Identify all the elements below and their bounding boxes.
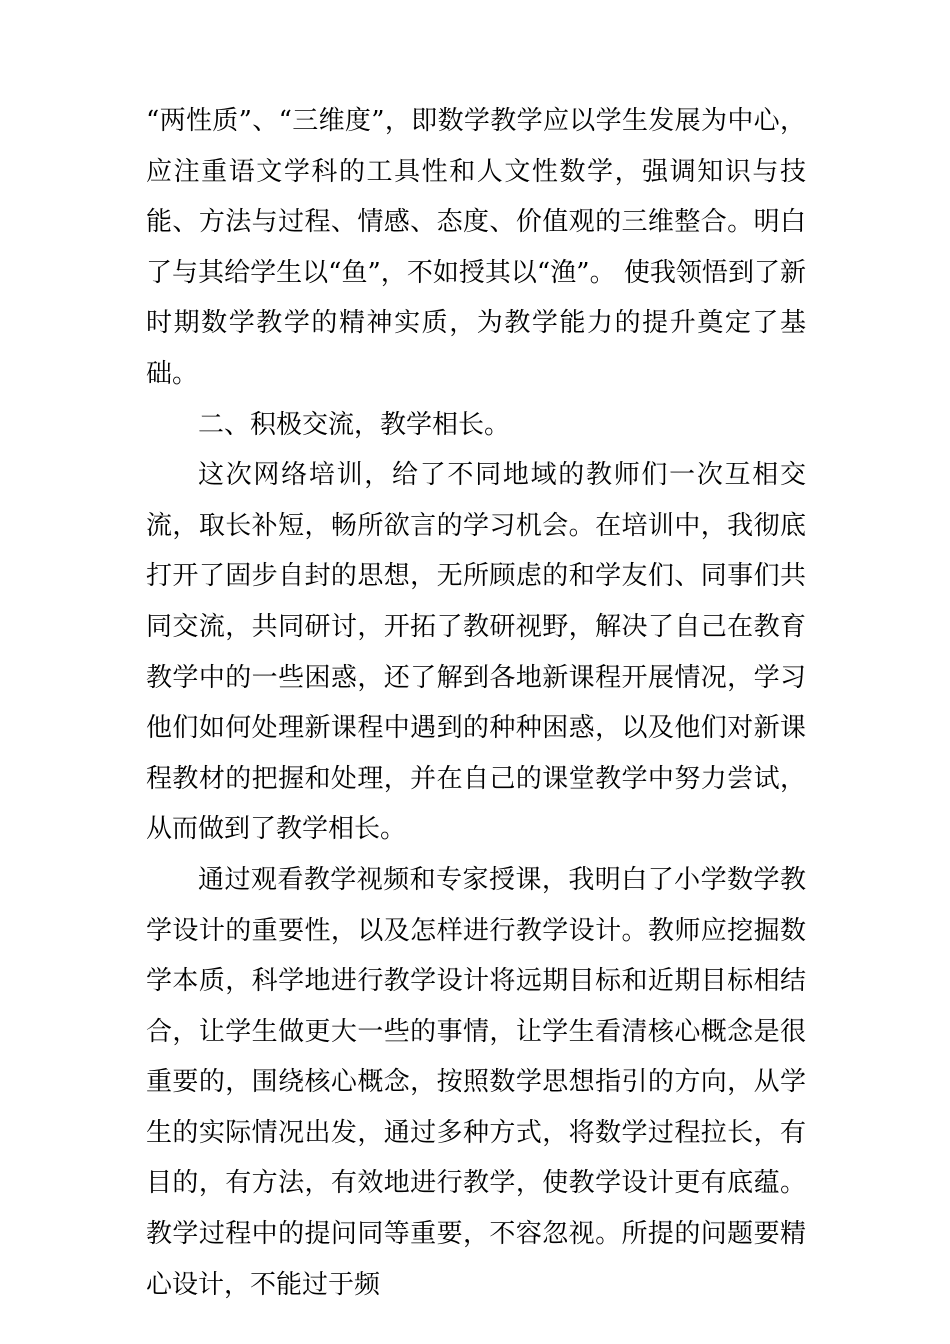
paragraph-teaching-design: 通过观看教学视频和专家授课，我明白了小学数学教学设计的重要性，以及怎样进行教学设计。教师应挖掘数学本质，科学地进行教学设计将远期目标和近期目标相结合，让学生做更大一些的事情，让学生看清核心概念是很重要的，围绕核心概念，按照数学思想指引的方向，从学生的实际情况出发，通过多种方式，将数学过程拉长，有目的，有方法，有效地进行教学，使教学设计更有底蕴。教学过程中的提问同等重要，不容忽视。所提的问题要精心设计，不能过于频: [146, 864, 806, 1300]
document-body: [146, 96, 806, 1310]
paragraph-exchange: 这次网络培训，给了不同地域的教师们一次互相交流，取长补短，畅所欲言的学习机会。在培训中，我彻底打开了固步自封的思想，无所顾虑的和学友们、同事们共同交流，共同研讨，开拓了教研视野，解决了自己在教育教学中的一些困惑，还了解到各地新课程开展情况，学习他们如何处理新课程中遇到的种种困惑，以及他们对新课程教材的把握和处理，并在自己的课堂教学中努力尝试，从而做到了教学相长。: [146, 460, 806, 845]
paragraph-continuation: “两性质”、“三维度”，即数学教学应以学生发展为中心，应注重语文学科的工具性和人文性数学，强调知识与技能、方法与过程、情感、态度、价值观的三维整合。明白了与其给学生以“鱼”，不如授其以“渔”。 使我领悟到了新时期数学教学的精神实质，为教学能力的提升奠定了基础。: [146, 106, 806, 389]
section-heading: 二、积极交流，教学相长。: [198, 409, 511, 440]
